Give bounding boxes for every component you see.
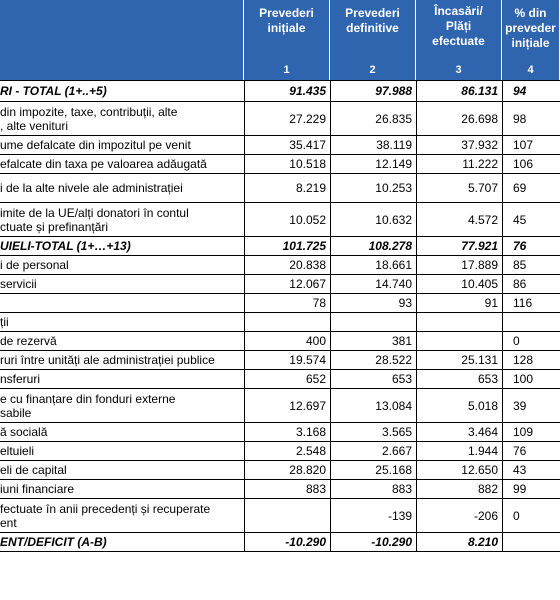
table-row (0, 423, 560, 442)
row-value-col2: 18.661 (330, 256, 416, 274)
row-value-col1: 652 (244, 370, 330, 388)
row-value-col2: 10.632 (330, 203, 416, 236)
row-value-col3 (416, 313, 502, 331)
row-value-col3: 8.210 (416, 533, 502, 551)
row-label: RI - TOTAL (1+..+5) (0, 83, 107, 98)
row-label: ume defalcate din impozitul pe venit (0, 138, 191, 152)
row-value-col3: 4.572 (416, 203, 502, 236)
header-label-column (0, 0, 244, 80)
row-value-col1: 10.518 (244, 155, 330, 173)
row-value-col2: 38.119 (330, 136, 416, 154)
row-value-col2: 381 (330, 332, 416, 350)
row-label: ă socială (0, 425, 48, 439)
row-value-col4: 98 (502, 102, 560, 135)
header-col3-number: 3 (455, 64, 462, 76)
table-row (0, 136, 560, 155)
row-value-col4: 116 (502, 294, 560, 312)
table-row (0, 237, 560, 256)
row-value-col3: 5.018 (416, 389, 502, 422)
row-value-col4: 39 (502, 389, 560, 422)
row-value-col1: 10.052 (244, 203, 330, 236)
table-row (0, 313, 560, 332)
header-col-incasari-plati (416, 0, 502, 80)
table-row (0, 174, 560, 203)
row-value-col1: 28.820 (244, 461, 330, 479)
header-col-procent (502, 0, 560, 80)
row-value-col3: 91 (416, 294, 502, 312)
row-value-col2: 2.667 (330, 442, 416, 460)
row-value-col3: 37.932 (416, 136, 502, 154)
row-label: din impozite, taxe, contribuții, alte , alte venituri (0, 104, 178, 133)
row-value-col4: 107 (502, 136, 560, 154)
row-label: de rezervă (0, 334, 57, 348)
row-label (0, 294, 244, 312)
table-row (0, 351, 560, 370)
row-value-col1: 12.697 (244, 389, 330, 422)
header-col2-title: Prevederi definitive (345, 6, 400, 35)
row-value-col4 (502, 533, 560, 551)
row-value-col4 (502, 313, 560, 331)
row-value-col3: 25.131 (416, 351, 502, 369)
row-value-col1: 2.548 (244, 442, 330, 460)
row-value-col3: 11.222 (416, 155, 502, 173)
row-value-col2: 10.253 (330, 174, 416, 202)
row-value-col2: 13.084 (330, 389, 416, 422)
table-row (0, 256, 560, 275)
row-value-col1 (244, 499, 330, 532)
row-value-col4: 76 (502, 442, 560, 460)
row-label: efalcate din taxa pe valoarea adăugată (0, 157, 207, 171)
row-value-col1: 101.725 (244, 237, 330, 255)
row-value-col1 (244, 313, 330, 331)
table-row (0, 499, 560, 533)
row-value-col4: 0 (502, 499, 560, 532)
row-value-col1: 8.219 (244, 174, 330, 202)
row-value-col3: 86.131 (416, 80, 502, 101)
row-label: servicii (0, 277, 37, 291)
row-value-col4: 43 (502, 461, 560, 479)
row-value-col3: 3.464 (416, 423, 502, 441)
row-label: e cu finanțare din fonduri externe sabile (0, 391, 176, 420)
row-value-col1: 3.168 (244, 423, 330, 441)
row-value-col2: 25.168 (330, 461, 416, 479)
table-row (0, 102, 560, 136)
row-value-col4: 45 (502, 203, 560, 236)
row-value-col4: 0 (502, 332, 560, 350)
row-value-col4: 94 (502, 80, 560, 101)
row-value-col2: 108.278 (330, 237, 416, 255)
table-row (0, 275, 560, 294)
row-value-col1: 35.417 (244, 136, 330, 154)
row-value-col3: 77.921 (416, 237, 502, 255)
row-value-col4: 69 (502, 174, 560, 202)
row-value-col4: 76 (502, 237, 560, 255)
row-value-col2: 93 (330, 294, 416, 312)
row-label: i de la alte nivele ale administrației (0, 181, 183, 195)
row-value-col4: 128 (502, 351, 560, 369)
row-value-col3: 12.650 (416, 461, 502, 479)
row-value-col2: -10.290 (330, 533, 416, 551)
row-value-col3: 10.405 (416, 275, 502, 293)
row-value-col1: 78 (244, 294, 330, 312)
row-value-col1: 400 (244, 332, 330, 350)
row-label: ENT/DEFICIT (A-B) (0, 535, 107, 549)
header-col1-number: 1 (283, 64, 290, 76)
header-col4-title: % din preveder inițiale (505, 6, 556, 50)
row-value-col3: 1.944 (416, 442, 502, 460)
row-value-col1: 20.838 (244, 256, 330, 274)
row-value-col2: 653 (330, 370, 416, 388)
header-col2-number: 2 (369, 64, 376, 76)
table-row (0, 389, 560, 423)
row-label: UIELI-TOTAL (1+…+13) (0, 239, 131, 253)
row-label: eli de capital (0, 463, 67, 477)
row-value-col4: 99 (502, 480, 560, 498)
row-value-col2: 97.988 (330, 80, 416, 101)
table-row (0, 461, 560, 480)
row-label: ruri între unități ale administrației publice (0, 353, 215, 367)
row-value-col1: -10.290 (244, 533, 330, 551)
table-row (0, 294, 560, 313)
row-value-col2 (330, 313, 416, 331)
table-row (0, 480, 560, 499)
header-col3-title: Încasări/ Plăți efectuate (432, 4, 485, 48)
row-label: imite de la UE/alți donatori în contul ctuate și prefinanțări (0, 205, 189, 234)
table-row (0, 442, 560, 461)
table-row (0, 155, 560, 174)
table-row (0, 533, 560, 552)
row-value-col2: 883 (330, 480, 416, 498)
row-value-col4: 85 (502, 256, 560, 274)
row-value-col4: 86 (502, 275, 560, 293)
row-value-col3: -206 (416, 499, 502, 532)
row-value-col2: -139 (330, 499, 416, 532)
row-value-col2: 12.149 (330, 155, 416, 173)
row-value-col2: 14.740 (330, 275, 416, 293)
row-value-col4: 100 (502, 370, 560, 388)
header-col1-title: Prevederi inițiale (259, 6, 314, 35)
row-value-col4: 109 (502, 423, 560, 441)
row-value-col1: 12.067 (244, 275, 330, 293)
table-row (0, 370, 560, 389)
header-col-prevederi-definitive (330, 0, 416, 80)
row-value-col1: 27.229 (244, 102, 330, 135)
row-value-col1: 19.574 (244, 351, 330, 369)
row-value-col3 (416, 332, 502, 350)
table-row (0, 80, 560, 102)
header-col-prevederi-initiale (244, 0, 330, 80)
row-label: nsferuri (0, 372, 41, 386)
table-row (0, 332, 560, 351)
row-value-col2: 26.835 (330, 102, 416, 135)
row-value-col2: 3.565 (330, 423, 416, 441)
row-value-col2: 28.522 (330, 351, 416, 369)
table-row (0, 203, 560, 237)
row-value-col3: 653 (416, 370, 502, 388)
row-label: fectuate în anii precedenți și recuperate ent (0, 501, 211, 530)
header-col4-number: 4 (527, 64, 534, 76)
row-value-col3: 26.698 (416, 102, 502, 135)
row-value-col1: 91.435 (244, 80, 330, 101)
row-label: ții (0, 315, 9, 329)
row-value-col3: 882 (416, 480, 502, 498)
row-value-col4: 106 (502, 155, 560, 173)
row-label: i de personal (0, 258, 69, 272)
row-value-col1: 883 (244, 480, 330, 498)
row-label: iuni financiare (0, 482, 75, 496)
row-label: eltuieli (0, 444, 35, 458)
row-value-col3: 5.707 (416, 174, 502, 202)
row-value-col3: 17.889 (416, 256, 502, 274)
